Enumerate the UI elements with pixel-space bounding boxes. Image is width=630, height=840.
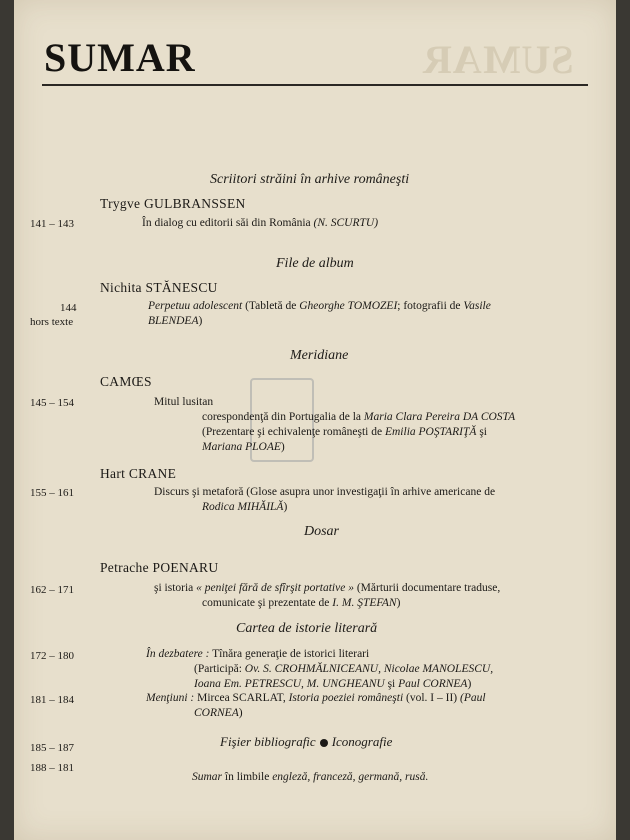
entry-text: în limbile	[224, 771, 270, 783]
person-name: TOMOZEI	[347, 300, 398, 312]
entry-crane-line2	[202, 501, 287, 513]
title-rule	[42, 84, 588, 86]
pages-188-181: 188 – 181	[30, 762, 74, 774]
pages-181-184: 181 – 184	[30, 694, 74, 706]
person-name: Emilia POŞTARIŢĂ	[384, 426, 477, 438]
entry-mentiuni-line1	[146, 692, 486, 704]
entry-text: Sumar	[192, 771, 223, 783]
bleed-through-title: SUMAR	[422, 37, 574, 82]
person-name: Ioana Em. PETRESCU, M. UNGHEANU	[194, 678, 385, 690]
section-heading-dosar: Dosar	[304, 524, 340, 539]
entry-label: Menţiuni :	[146, 692, 195, 704]
entry-stanescu-line2	[148, 315, 202, 327]
entry-text: )	[396, 597, 401, 609]
author-camoes: CAMŒS	[100, 374, 152, 389]
person-name: Ov. S. CROHMĂLNICEANU, Nicolae MANOLESCU,	[244, 663, 494, 675]
entry-text: (Prezentare şi echivalenţe româneşti de	[202, 426, 383, 438]
book-page	[14, 0, 616, 840]
section-heading-cartea: Cartea de istorie literară	[236, 621, 378, 636]
pages-hors-texte: hors texte	[30, 316, 74, 328]
pages-141-143: 141 – 143	[30, 218, 74, 230]
person-name: Maria Clara Pereira DA COSTA	[363, 411, 516, 423]
entry-text: corespondenţă din Portugalia de la	[202, 411, 362, 423]
entry-text: (vol. I – II)	[406, 692, 458, 704]
page-title: SUMAR	[44, 35, 196, 80]
person-name: Vasile	[463, 300, 491, 312]
entry-text: )	[467, 678, 472, 690]
section-heading-file-de-album: File de album	[276, 256, 354, 271]
entry-dezbatere-line3	[194, 678, 471, 690]
pages-155-161: 155 – 161	[30, 487, 74, 499]
entry-sumar-limbi	[192, 771, 428, 783]
entry-text: (Tabletă de	[245, 300, 297, 312]
author-poenaru: Petrache POENARU	[100, 560, 219, 575]
entry-text: )	[198, 315, 203, 327]
bullet-icon	[320, 739, 328, 747]
section-heading-scriitori: Scriitori străini în arhive româneşti	[210, 172, 410, 187]
person-name: Paul CORNEA	[398, 678, 468, 690]
author-stanescu: Nichita STĂNESCU	[100, 280, 218, 295]
entry-text: şi istoria	[154, 582, 194, 594]
entry-text: Mircea SCARLAT,	[197, 692, 286, 704]
pages-144: 144	[60, 302, 77, 314]
entry-label: În dezbatere :	[146, 648, 210, 660]
person-name: BLENDEA	[148, 315, 199, 327]
entry-title: În dialog cu editorii săi din România	[142, 217, 311, 229]
entry-mentiuni-line2	[194, 707, 243, 719]
entry-text: Iconografie	[331, 734, 393, 749]
entry-text: )	[238, 707, 243, 719]
entry-credit: (N. SCURTU)	[313, 217, 379, 229]
entry-dezbatere-line1	[146, 648, 369, 660]
entry-gulbranssen	[142, 217, 378, 229]
person-name: Mariana PLOAE	[202, 441, 281, 453]
entry-dezbatere-line2	[194, 663, 493, 675]
entry-text: comunicate şi prezentate de	[202, 597, 330, 609]
entry-text: şi	[387, 678, 396, 690]
entry-text: şi	[479, 426, 487, 438]
person-name: Gheorghe	[299, 300, 345, 312]
person-name: CORNEA	[194, 707, 239, 719]
entry-title: Perpetuu adolescent	[148, 300, 243, 312]
entry-camoes-line2	[202, 411, 515, 423]
entry-text: engleză, franceză, germană, rusă.	[272, 771, 429, 783]
entry-text: )	[280, 441, 285, 453]
book-title: Istoria poeziei româneşti	[288, 692, 404, 704]
entry-text: ; fotografii de	[397, 300, 461, 312]
author-gulbranssen: Trygve GULBRANSSEN	[100, 196, 246, 211]
entry-camoes-line3	[202, 426, 487, 438]
entry-camoes-line4	[202, 441, 285, 453]
person-name: I. M. ŞTEFAN	[332, 597, 397, 609]
entry-text: (Participă:	[194, 663, 242, 675]
entry-stanescu-line1	[148, 300, 491, 312]
section-heading-meridiane: Meridiane	[290, 348, 349, 363]
entry-quote: « peniţei fără de sfîrşit portative »	[196, 582, 354, 594]
person-name: Rodica MIHĂILĂ	[202, 501, 284, 513]
author-crane: Hart CRANE	[100, 466, 177, 481]
entry-crane-line1: Discurs şi metaforă (Glose asupra unor investigaţii în arhive americane de	[154, 486, 496, 498]
entry-text: Fişier bibliografic	[220, 734, 316, 749]
entry-text: (Mărturii documentare traduse,	[356, 582, 501, 594]
entry-camoes-line1: Mitul lusitan	[154, 396, 214, 408]
pages-145-154: 145 – 154	[30, 397, 74, 409]
pages-185-187: 185 – 187	[30, 742, 74, 754]
person-name: (Paul	[460, 692, 486, 704]
pages-172-180: 172 – 180	[30, 650, 74, 662]
entry-text: )	[283, 501, 288, 513]
entry-poenaru-line2	[202, 597, 400, 609]
entry-text: Tînăra generaţie de istorici literari	[212, 648, 370, 660]
entry-poenaru-line1	[154, 582, 500, 594]
pages-162-171: 162 – 171	[30, 584, 74, 596]
entry-fisier-iconografie	[220, 734, 392, 750]
